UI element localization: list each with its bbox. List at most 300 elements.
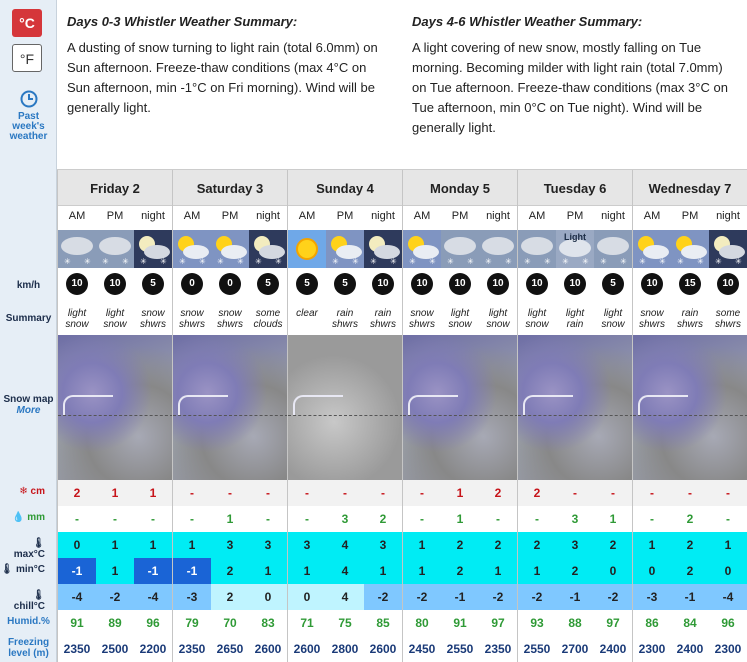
- cm-value: -: [556, 480, 594, 506]
- time-of-day: PM: [566, 210, 584, 222]
- weather-sun-icon: [671, 230, 709, 268]
- wind-arrow-icon: 10: [564, 273, 586, 295]
- max-value: 2: [594, 532, 632, 558]
- svg-text:✳: ✳: [467, 257, 474, 266]
- chill-row: [288, 584, 402, 610]
- wind-speed: [518, 271, 556, 305]
- summary-line: snow: [640, 308, 664, 319]
- chill-value: -4: [58, 584, 96, 610]
- weather-sun-icon: [633, 230, 671, 268]
- freeze-value: 2300: [633, 636, 671, 662]
- summary-line: some: [715, 308, 741, 319]
- snow-map-image[interactable]: [633, 335, 747, 480]
- summary-line: shwrs: [638, 319, 666, 330]
- max-value: 1: [134, 532, 172, 558]
- mm-value: -: [479, 506, 517, 532]
- summary-line: snow: [218, 308, 242, 319]
- humid-value: 86: [633, 610, 671, 636]
- cm-text: cm: [30, 486, 45, 497]
- humid-value: 71: [288, 610, 326, 636]
- chill-value: 0: [249, 584, 287, 610]
- wind-speed: [556, 271, 594, 305]
- mm-value: 1: [441, 506, 479, 532]
- summary-text: [518, 308, 556, 330]
- svg-text:✳: ✳: [179, 257, 186, 266]
- wind-arrow-icon: 10: [104, 273, 126, 295]
- min-value: 1: [403, 558, 441, 584]
- time-of-day: AM: [68, 210, 86, 222]
- humid-value: 96: [709, 610, 747, 636]
- max-value: 3: [288, 532, 326, 558]
- wind-arrow-icon: 5: [296, 273, 318, 295]
- freeze-row: [403, 636, 517, 662]
- past-weather-link[interactable]: [0, 90, 57, 142]
- past-line1: Past: [17, 111, 40, 122]
- summary-days-0-3: [67, 14, 385, 118]
- svg-text:✳: ✳: [409, 257, 416, 266]
- mm-text: mm: [27, 512, 45, 523]
- day-header[interactable]: Sunday 4: [288, 170, 402, 206]
- border-line: [403, 415, 518, 416]
- border-line: [58, 415, 173, 416]
- min-value: 2: [671, 558, 709, 584]
- weather-moon-icon: [134, 230, 172, 268]
- time-of-day: night: [601, 210, 625, 222]
- summary-text: [134, 308, 172, 330]
- chill-value: -2: [518, 584, 556, 610]
- chill-value: -1: [441, 584, 479, 610]
- min-value: 0: [633, 558, 671, 584]
- wind-arrow-icon: 15: [679, 273, 701, 295]
- chill-value: -2: [96, 584, 134, 610]
- cm-value: 1: [96, 480, 134, 506]
- max-value: 0: [58, 532, 96, 558]
- humid-value: 97: [594, 610, 632, 636]
- summary-line: light: [603, 308, 623, 319]
- weather-cloudsnow-icon: [96, 230, 134, 268]
- row-label-column: [0, 0, 57, 662]
- day-column: [57, 170, 172, 662]
- svg-text:✳: ✳: [275, 257, 282, 266]
- svg-text:✳: ✳: [562, 257, 569, 266]
- day-column: [287, 170, 402, 662]
- svg-text:✳: ✳: [64, 257, 71, 266]
- freeze-value: 2650: [211, 636, 249, 662]
- wind-speed: [403, 271, 441, 305]
- summary-line: snow: [448, 319, 472, 330]
- cm-value: -: [173, 480, 211, 506]
- summary-line: snow: [180, 308, 204, 319]
- freeze-value: 2800: [326, 636, 364, 662]
- svg-text:✳: ✳: [199, 257, 206, 266]
- svg-text:✳: ✳: [735, 257, 742, 266]
- humid-value: 80: [403, 610, 441, 636]
- chill-value: 2: [211, 584, 249, 610]
- svg-text:✳: ✳: [237, 257, 244, 266]
- wind-speed: [594, 271, 632, 305]
- day-column: [172, 170, 287, 662]
- summary-days-4-6: [412, 14, 730, 138]
- min-value: 2: [556, 558, 594, 584]
- chill-value: -3: [633, 584, 671, 610]
- wind-label: km/h: [16, 280, 41, 291]
- svg-text:✳: ✳: [600, 257, 607, 266]
- border-line: [173, 415, 288, 416]
- day-header[interactable]: Friday 2: [58, 170, 172, 206]
- svg-text:✳: ✳: [255, 257, 262, 266]
- wind-speed: [288, 271, 326, 305]
- humid-value: 89: [96, 610, 134, 636]
- summary-text: [671, 308, 709, 330]
- min-row: [403, 558, 517, 584]
- humid-row: [518, 610, 632, 636]
- weather-sun-icon: [211, 230, 249, 268]
- mm-value: -: [96, 506, 134, 532]
- wind-speed: [58, 271, 96, 305]
- chill-row: [518, 584, 632, 610]
- chill-label: [0, 590, 57, 612]
- max-row: [173, 532, 287, 558]
- summary-title: Days 0-3 Whistler Weather Summary:: [67, 14, 298, 29]
- time-of-day: AM: [298, 210, 316, 222]
- svg-text:✳: ✳: [390, 257, 397, 266]
- freeze-value: 2350: [173, 636, 211, 662]
- summary-text: [211, 308, 249, 330]
- max-value: 2: [441, 532, 479, 558]
- time-of-day: night: [716, 210, 740, 222]
- summary-line: rain: [336, 308, 354, 319]
- summary-line: snow: [141, 308, 165, 319]
- border-line: [288, 415, 403, 416]
- day-header[interactable]: Monday 5: [403, 170, 517, 206]
- cm-value: -: [211, 480, 249, 506]
- humid-row: [58, 610, 172, 636]
- past-line3: weather: [9, 131, 48, 142]
- summary-line: shwrs: [139, 319, 167, 330]
- freeze-value: 2550: [518, 636, 556, 662]
- wind-arrow-icon: 10: [66, 273, 88, 295]
- humid-value: 70: [211, 610, 249, 636]
- min-row: [518, 558, 632, 584]
- coastline: [63, 395, 113, 415]
- mm-row: [58, 506, 172, 532]
- cm-value: -: [403, 480, 441, 506]
- summary-text: [249, 308, 287, 330]
- svg-text:✳: ✳: [620, 257, 627, 266]
- summary-line: shwrs: [216, 319, 244, 330]
- wind-speed: [671, 271, 709, 305]
- snow-map-image[interactable]: [58, 335, 173, 480]
- border-line: [518, 415, 633, 416]
- summary-line: rain: [374, 308, 392, 319]
- summary-line: light: [450, 308, 470, 319]
- summary-line: snow: [486, 319, 510, 330]
- min-value: 1: [249, 558, 287, 584]
- freeze-row: [518, 636, 632, 662]
- min-value: 1: [96, 558, 134, 584]
- mm-value: 1: [594, 506, 632, 532]
- thermometer-icon: 🌡: [0, 564, 14, 575]
- summary-text: [441, 308, 479, 330]
- freeze-value: 2500: [96, 636, 134, 662]
- cm-value: 1: [134, 480, 172, 506]
- snow-map-image[interactable]: [518, 335, 633, 480]
- max-row: [518, 532, 632, 558]
- wind-arrow-icon: 10: [717, 273, 739, 295]
- coastline: [523, 395, 573, 415]
- freeze-value: 2300: [709, 636, 747, 662]
- svg-text:✳: ✳: [485, 257, 492, 266]
- cm-row: [518, 480, 632, 506]
- min-value: 1: [479, 558, 517, 584]
- mm-value: -: [134, 506, 172, 532]
- min-value: 2: [211, 558, 249, 584]
- mm-value: 2: [671, 506, 709, 532]
- humid-value: 91: [441, 610, 479, 636]
- max-value: 2: [518, 532, 556, 558]
- mm-value: 3: [326, 506, 364, 532]
- min-value: -1: [173, 558, 211, 584]
- wind-speed: [441, 271, 479, 305]
- max-text: max°C: [13, 549, 45, 560]
- cm-value: -: [633, 480, 671, 506]
- svg-text:✳: ✳: [544, 257, 551, 266]
- humid-value: 88: [556, 610, 594, 636]
- summary-text: [364, 308, 402, 330]
- cm-label: [0, 486, 57, 497]
- chill-value: -3: [173, 584, 211, 610]
- mm-value: -: [288, 506, 326, 532]
- cm-value: -: [249, 480, 287, 506]
- max-value: 3: [364, 532, 402, 558]
- weather-moon-icon: [249, 230, 287, 268]
- mm-value: -: [173, 506, 211, 532]
- time-of-day: PM: [106, 210, 124, 222]
- cm-value: -: [364, 480, 402, 506]
- summary-line: light: [488, 308, 508, 319]
- weather-sun-icon: [403, 230, 441, 268]
- chill-value: -4: [709, 584, 747, 610]
- cm-row: [288, 480, 402, 506]
- chill-row: [403, 584, 517, 610]
- celsius-button[interactable]: °C: [12, 9, 42, 37]
- wind-speed: [249, 271, 287, 305]
- humid-label: Humid.%: [7, 616, 50, 627]
- svg-text:✳: ✳: [639, 257, 646, 266]
- min-value: 4: [326, 558, 364, 584]
- wind-speed: [96, 271, 134, 305]
- summary-line: snow: [410, 308, 434, 319]
- chill-row: [633, 584, 747, 610]
- min-row: [58, 558, 172, 584]
- wind-arrow-icon: 10: [487, 273, 509, 295]
- freeze-line1: Freezing: [7, 637, 50, 648]
- humid-value: 85: [364, 610, 402, 636]
- summary-text: [96, 308, 134, 330]
- min-value: -1: [58, 558, 96, 584]
- day-column: [517, 170, 632, 662]
- wind-arrow-icon: 10: [372, 273, 394, 295]
- chill-text: chill°C: [13, 601, 45, 612]
- svg-text:✳: ✳: [659, 257, 666, 266]
- mm-value: -: [709, 506, 747, 532]
- min-value: 1: [364, 558, 402, 584]
- summary-line: shwrs: [676, 319, 704, 330]
- max-value: 1: [96, 532, 134, 558]
- humid-row: [633, 610, 747, 636]
- weather-cloudsnow-icon: [441, 230, 479, 268]
- thermometer-icon: 🌡: [32, 538, 45, 549]
- summary-text: [403, 308, 441, 330]
- wind-arrow-icon: 5: [257, 273, 279, 295]
- summary-line: shwrs: [331, 319, 359, 330]
- mm-value: 3: [556, 506, 594, 532]
- time-of-day: PM: [336, 210, 354, 222]
- summary-text: [709, 308, 747, 330]
- day-header[interactable]: Saturday 3: [173, 170, 287, 206]
- weather-moon-icon: [709, 230, 747, 268]
- min-value: 1: [518, 558, 556, 584]
- wind-speed: [326, 271, 364, 305]
- freeze-value: 2350: [479, 636, 517, 662]
- raindrop-icon: 💧: [11, 512, 25, 523]
- time-of-day: AM: [413, 210, 431, 222]
- min-value: 2: [441, 558, 479, 584]
- summary-line: shwrs: [178, 319, 206, 330]
- svg-text:✳: ✳: [582, 257, 589, 266]
- svg-text:✳: ✳: [160, 257, 167, 266]
- time-of-day: night: [371, 210, 395, 222]
- mm-row: [173, 506, 287, 532]
- time-of-day: PM: [451, 210, 469, 222]
- snowflake-icon: ❄: [19, 486, 28, 497]
- weather-cloudsnow-icon: [594, 230, 632, 268]
- freeze-value: 2450: [403, 636, 441, 662]
- wind-speed: [633, 271, 671, 305]
- summary-line: light: [527, 308, 547, 319]
- snow-map-image[interactable]: [173, 335, 288, 480]
- min-value: 1: [288, 558, 326, 584]
- summary-line: snow: [601, 319, 625, 330]
- summary-line: shwrs: [369, 319, 397, 330]
- min-text: min°C: [16, 564, 45, 575]
- weather-summary: [57, 0, 747, 170]
- wind-arrow-icon: 10: [526, 273, 548, 295]
- wind-arrow-icon: 5: [142, 273, 164, 295]
- day-header[interactable]: Tuesday 6: [518, 170, 632, 206]
- max-value: 3: [211, 532, 249, 558]
- chill-value: -4: [134, 584, 172, 610]
- svg-text:✳: ✳: [370, 257, 377, 266]
- thermometer-icon: 🌡: [32, 590, 45, 601]
- mm-value: -: [518, 506, 556, 532]
- cm-value: 2: [479, 480, 517, 506]
- time-of-day: AM: [528, 210, 546, 222]
- clock-icon: [20, 90, 38, 108]
- svg-text:✳: ✳: [524, 257, 531, 266]
- time-of-day: PM: [681, 210, 699, 222]
- summary-text: [58, 308, 96, 330]
- max-label: [0, 538, 57, 560]
- weather-cloudsnow-icon: [518, 230, 556, 268]
- min-label: [0, 564, 57, 575]
- min-row: [288, 558, 402, 584]
- day-header[interactable]: Wednesday 7: [633, 170, 747, 206]
- coastline: [638, 395, 688, 415]
- humid-value: 83: [249, 610, 287, 636]
- time-of-day: PM: [221, 210, 239, 222]
- coastline: [293, 395, 343, 415]
- chill-value: 4: [326, 584, 364, 610]
- freeze-line2: level (m): [8, 648, 49, 659]
- max-row: [633, 532, 747, 558]
- summary-text: [173, 308, 211, 330]
- svg-text:✳: ✳: [352, 257, 359, 266]
- border-line: [633, 415, 747, 416]
- mm-row: [518, 506, 632, 532]
- max-row: [58, 532, 172, 558]
- snow-map-image[interactable]: [288, 335, 403, 480]
- freeze-row: [633, 636, 747, 662]
- fahrenheit-button[interactable]: °F: [12, 44, 42, 72]
- humid-value: 96: [134, 610, 172, 636]
- weather-moon-icon: [364, 230, 402, 268]
- humid-value: 91: [58, 610, 96, 636]
- summary-text: [288, 308, 326, 319]
- day-column: [632, 170, 747, 662]
- summary-line: shwrs: [408, 319, 436, 330]
- chill-value: -2: [364, 584, 402, 610]
- past-line2: week's: [12, 121, 45, 132]
- svg-text:✳: ✳: [697, 257, 704, 266]
- cm-value: -: [594, 480, 632, 506]
- cm-value: 2: [58, 480, 96, 506]
- cm-row: [403, 480, 517, 506]
- humid-row: [403, 610, 517, 636]
- cm-value: -: [326, 480, 364, 506]
- summary-line: snow: [65, 319, 89, 330]
- min-row: [173, 558, 287, 584]
- max-row: [403, 532, 517, 558]
- cm-value: 1: [441, 480, 479, 506]
- summary-line: clear: [296, 308, 318, 319]
- svg-text:✳: ✳: [122, 257, 129, 266]
- humid-value: 93: [518, 610, 556, 636]
- freeze-value: 2400: [671, 636, 709, 662]
- svg-text:✳: ✳: [332, 257, 339, 266]
- humid-value: 79: [173, 610, 211, 636]
- wind-speed: [709, 271, 747, 305]
- chill-value: -2: [594, 584, 632, 610]
- more-link[interactable]: More: [16, 405, 41, 416]
- summary-title: Days 4-6 Whistler Weather Summary:: [412, 14, 643, 29]
- summary-text: [556, 308, 594, 330]
- svg-text:✳: ✳: [429, 257, 436, 266]
- coastline: [408, 395, 458, 415]
- summary-text: A light covering of new snow, mostly falling on Tue morning. Becoming milder with light rain (total 7.0mm) on Tue afternoon. Freeze-thaw conditions (max 3°C on Tue afternoon, min 0°C on Tue night). Wind will be generally light.: [412, 40, 728, 135]
- summary-line: snow: [525, 319, 549, 330]
- weather-sun-icon: [326, 230, 364, 268]
- humid-value: 84: [671, 610, 709, 636]
- svg-text:✳: ✳: [677, 257, 684, 266]
- snow-map-image[interactable]: [403, 335, 518, 480]
- summary-line: light: [565, 308, 585, 319]
- freeze-row: [288, 636, 402, 662]
- cm-value: 2: [518, 480, 556, 506]
- freeze-row: [173, 636, 287, 662]
- max-value: 3: [249, 532, 287, 558]
- summary-text: [479, 308, 517, 330]
